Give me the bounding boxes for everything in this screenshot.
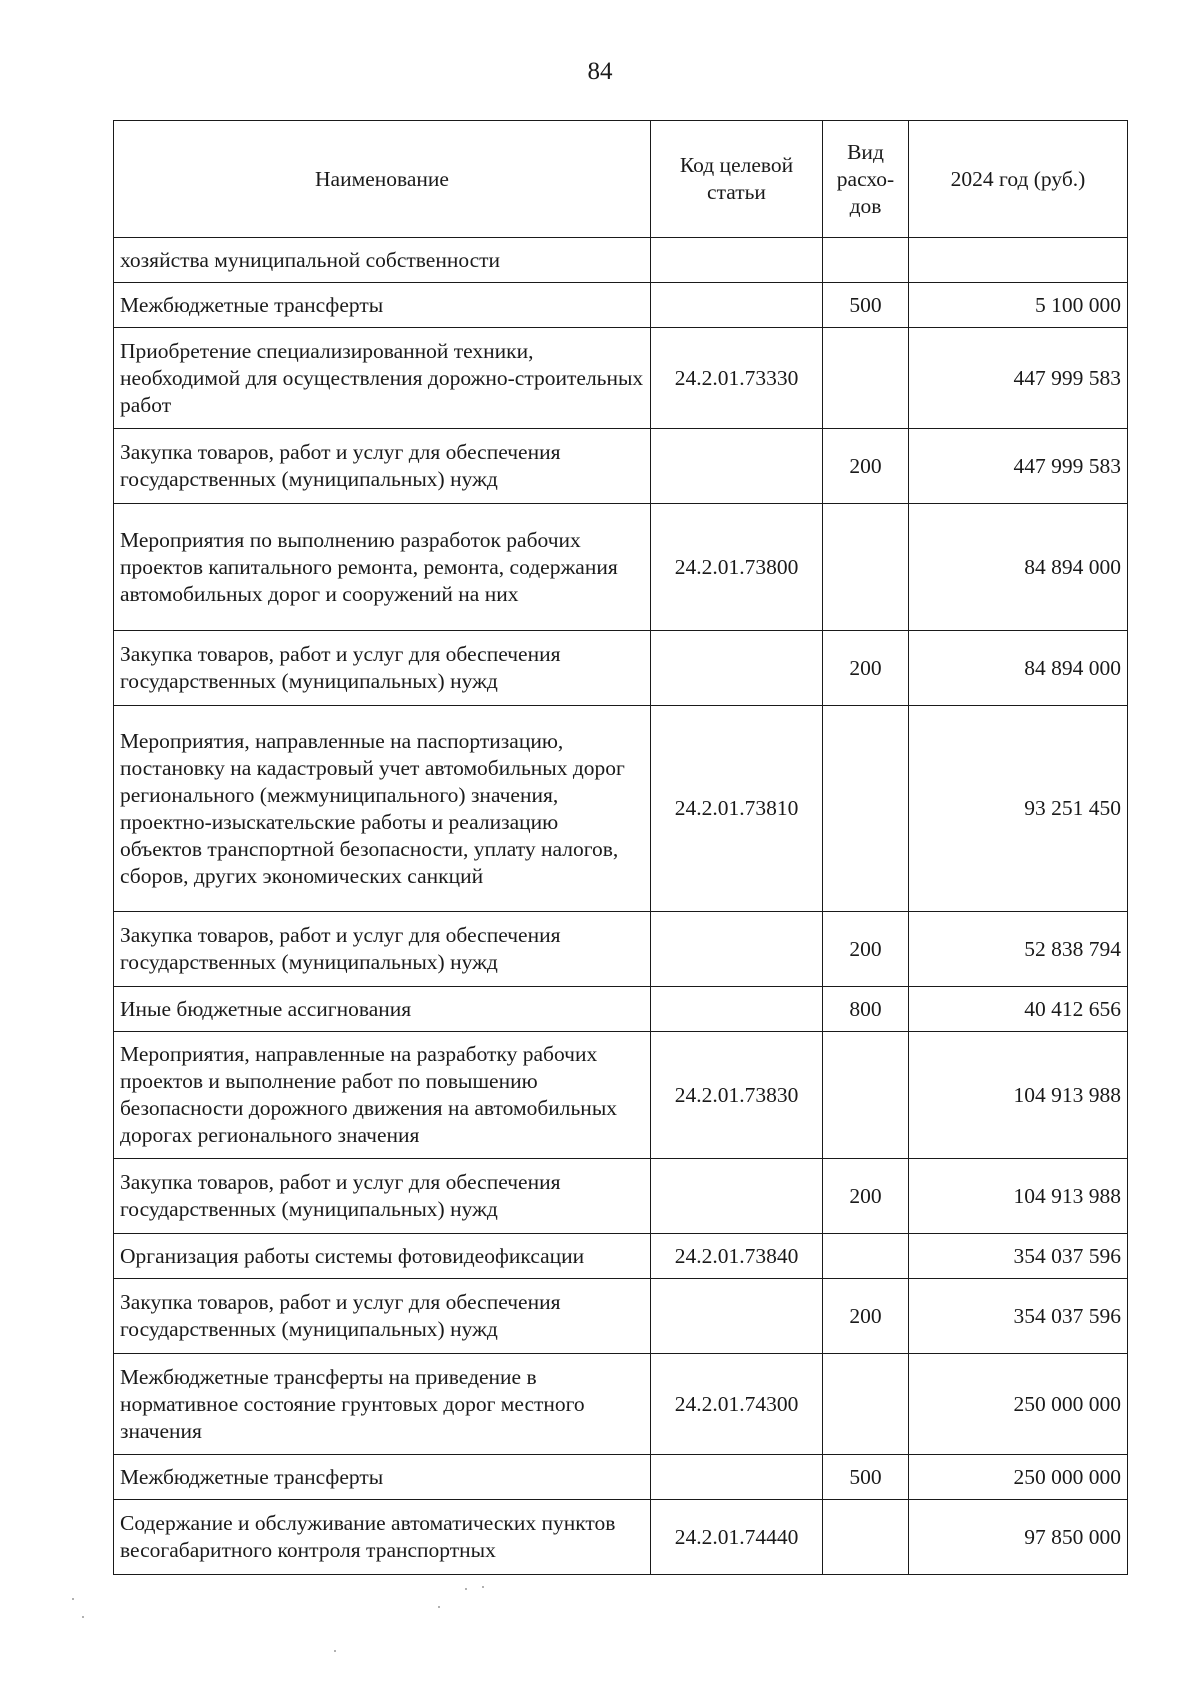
scan-speck <box>465 1588 467 1590</box>
table-row <box>114 706 1128 912</box>
cell-amount: 84 894 000 <box>909 631 1128 706</box>
cell-amount: 104 913 988 <box>909 1159 1128 1234</box>
table-body <box>114 238 1128 1575</box>
cell-code: 24.2.01.73830 <box>651 1032 823 1159</box>
scan-speck <box>72 1598 74 1600</box>
table-row <box>114 912 1128 987</box>
table-row <box>114 631 1128 706</box>
cell-kind: 200 <box>823 631 909 706</box>
cell-code <box>651 238 823 283</box>
header-amount: 2024 год (руб.) <box>909 121 1128 238</box>
cell-amount <box>909 238 1128 283</box>
cell-name: Межбюджетные трансферты <box>114 1455 651 1500</box>
cell-code <box>651 631 823 706</box>
cell-amount: 5 100 000 <box>909 283 1128 328</box>
cell-amount: 447 999 583 <box>909 328 1128 429</box>
table-header <box>114 121 1128 238</box>
table-row <box>114 328 1128 429</box>
cell-amount: 447 999 583 <box>909 429 1128 504</box>
cell-name: Организация работы системы фотовидеофиксации <box>114 1234 651 1279</box>
table-row <box>114 1032 1128 1159</box>
table-row <box>114 1234 1128 1279</box>
cell-name: Мероприятия по выполнению разработок рабочих проектов капитального ремонта, ремонта, содержания автомобильных дорог и сооружений на них <box>114 504 651 631</box>
cell-name: Закупка товаров, работ и услуг для обеспечения государственных (муниципальных) нужд <box>114 1159 651 1234</box>
cell-code <box>651 283 823 328</box>
cell-kind: 200 <box>823 429 909 504</box>
table-row <box>114 1354 1128 1455</box>
cell-name: Закупка товаров, работ и услуг для обеспечения государственных (муниципальных) нужд <box>114 631 651 706</box>
cell-name: Межбюджетные трансферты <box>114 283 651 328</box>
table-row <box>114 1455 1128 1500</box>
cell-name: Мероприятия, направленные на паспортизацию, постановку на кадастровый учет автомобильных дорог регионального (межмуниципального) значения, проектно-изыскательские работы и реализацию объектов транспортной безопасности, уплату налогов, сборов, других экономических санкций <box>114 706 651 912</box>
cell-amount: 250 000 000 <box>909 1455 1128 1500</box>
table-row <box>114 283 1128 328</box>
cell-amount: 354 037 596 <box>909 1279 1128 1354</box>
cell-code: 24.2.01.73800 <box>651 504 823 631</box>
table-row <box>114 238 1128 283</box>
scan-speck <box>82 1616 84 1618</box>
cell-code: 24.2.01.73330 <box>651 328 823 429</box>
header-code: Код целевой статьи <box>651 121 823 238</box>
cell-name: Иные бюджетные ассигнования <box>114 987 651 1032</box>
cell-code <box>651 429 823 504</box>
cell-kind <box>823 706 909 912</box>
cell-kind <box>823 1500 909 1575</box>
header-kind: Вид расхо-дов <box>823 121 909 238</box>
cell-kind: 200 <box>823 912 909 987</box>
cell-amount: 250 000 000 <box>909 1354 1128 1455</box>
cell-kind <box>823 1032 909 1159</box>
cell-amount: 40 412 656 <box>909 987 1128 1032</box>
cell-code <box>651 912 823 987</box>
page-number: 84 <box>587 58 613 85</box>
cell-kind: 500 <box>823 283 909 328</box>
cell-amount: 97 850 000 <box>909 1500 1128 1575</box>
scan-speck <box>334 1650 336 1652</box>
cell-kind <box>823 1234 909 1279</box>
table-row <box>114 504 1128 631</box>
budget-table <box>113 120 1128 1575</box>
cell-name: Содержание и обслуживание автоматических пунктов весогабаритного контроля транспортных <box>114 1500 651 1575</box>
cell-code <box>651 1455 823 1500</box>
cell-kind: 200 <box>823 1159 909 1234</box>
cell-kind: 500 <box>823 1455 909 1500</box>
cell-kind <box>823 504 909 631</box>
cell-name: Межбюджетные трансферты на приведение в нормативное состояние грунтовых дорог местного значения <box>114 1354 651 1455</box>
cell-amount: 93 251 450 <box>909 706 1128 912</box>
cell-name: Приобретение специализированной техники, необходимой для осуществления дорожно-строительных работ <box>114 328 651 429</box>
table-row <box>114 429 1128 504</box>
cell-kind <box>823 328 909 429</box>
table-row <box>114 987 1128 1032</box>
cell-code: 24.2.01.74440 <box>651 1500 823 1575</box>
cell-amount: 104 913 988 <box>909 1032 1128 1159</box>
cell-code <box>651 1159 823 1234</box>
cell-code <box>651 1279 823 1354</box>
cell-code: 24.2.01.74300 <box>651 1354 823 1455</box>
cell-kind: 800 <box>823 987 909 1032</box>
cell-name: Мероприятия, направленные на разработку рабочих проектов и выполнение работ по повышению безопасности дорожного движения на автомобильных дорогах регионального значения <box>114 1032 651 1159</box>
table-row <box>114 1159 1128 1234</box>
cell-name: Закупка товаров, работ и услуг для обеспечения государственных (муниципальных) нужд <box>114 429 651 504</box>
cell-kind <box>823 1354 909 1455</box>
cell-name: хозяйства муниципальной собственности <box>114 238 651 283</box>
cell-amount: 84 894 000 <box>909 504 1128 631</box>
scan-speck <box>482 1586 484 1588</box>
cell-code <box>651 987 823 1032</box>
cell-amount: 354 037 596 <box>909 1234 1128 1279</box>
scan-speck <box>438 1606 440 1608</box>
header-name: Наименование <box>114 121 651 238</box>
cell-code: 24.2.01.73840 <box>651 1234 823 1279</box>
table-row <box>114 1500 1128 1575</box>
cell-kind <box>823 238 909 283</box>
cell-kind: 200 <box>823 1279 909 1354</box>
cell-amount: 52 838 794 <box>909 912 1128 987</box>
table-row <box>114 1279 1128 1354</box>
cell-code: 24.2.01.73810 <box>651 706 823 912</box>
cell-name: Закупка товаров, работ и услуг для обеспечения государственных (муниципальных) нужд <box>114 1279 651 1354</box>
cell-name: Закупка товаров, работ и услуг для обеспечения государственных (муниципальных) нужд <box>114 912 651 987</box>
